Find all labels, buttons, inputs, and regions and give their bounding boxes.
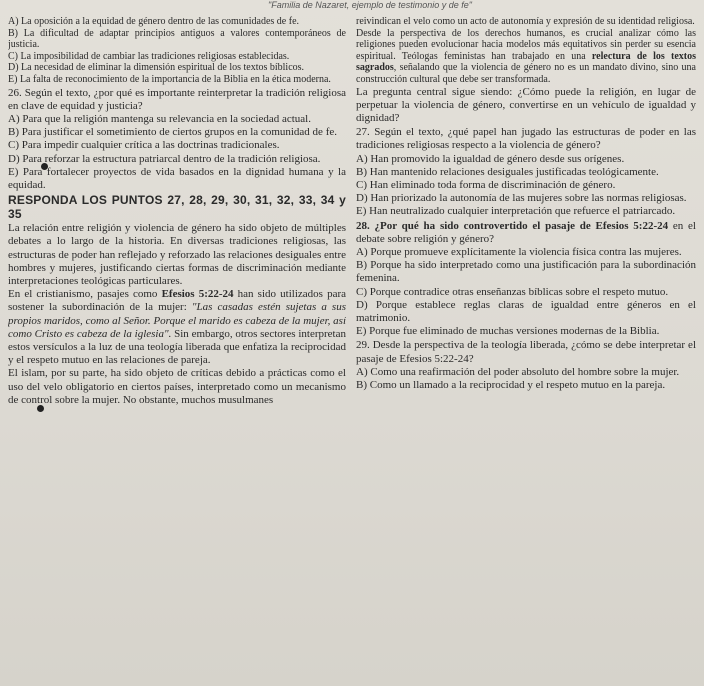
- question-28: 28. ¿Por qué ha sido controvertido el pasaje de Efesios 5:22-24 en el debate sobre religión y género?: [356, 219, 696, 245]
- bible-reference: Efesios 5:22-24: [161, 288, 234, 301]
- section-instruction: RESPONDA LOS PUNTOS 27, 28, 29, 30, 31, 32, 33, 34 y 35: [8, 193, 346, 222]
- q29-option-a: A) Como una reafirmación del poder absoluto del hombre sobre la mujer.: [356, 365, 680, 378]
- q26-option-e: E) Para fortalecer proyectos de vida basados en la dignidad humana y la equidad.: [8, 165, 346, 191]
- q27-option-e: E) Han neutralizado cualquier interpretación que refuerce el patriarcado.: [356, 205, 676, 218]
- question-26: 26. Según el texto, ¿por qué es importante reinterpretar la tradición religiosa en clave de equidad y justicia?: [8, 86, 346, 112]
- q25-option-e: E) La falta de reconocimiento de la importancia de la Biblia en la ética moderna.: [8, 73, 331, 85]
- question-29: 29. Desde la perspectiva de la teología liberada, ¿cómo se debe interpretar el pasaje de Efesios 5:22-24?: [356, 339, 696, 365]
- q25-option-d: D) La necesidad de eliminar la dimensión espiritual de los textos bíblicos.: [8, 62, 305, 74]
- question-27: 27. Según el texto, ¿qué papel han jugado las estructuras de poder en las tradiciones religiosas respecto a la violencia de género?: [356, 126, 696, 152]
- q25-option-c: C) La imposibilidad de cambiar las tradiciones religiosas establecidas.: [8, 50, 290, 62]
- q27-option-c: C) Han eliminado toda forma de discriminación de género.: [356, 178, 616, 191]
- bible-reference: Efesios 5:22-24: [595, 219, 669, 232]
- q25-option-a: A) La oposición a la equidad de género dentro de las comunidades de fe.: [8, 16, 300, 27]
- reading-paragraph-5: La pregunta central sigue siendo: ¿Cómo puede la religión, en lugar de perpetuar la violencia de género, convertirse en un vehículo de igualdad y dignidad?: [356, 85, 696, 124]
- q28-option-b: B) Porque ha sido interpretado como una justificación para la subordinación femenina.: [356, 259, 696, 285]
- reading-paragraph-4: Desde la perspectiva de los derechos humanos, es crucial analizar cómo las religiones pueden evolucionar hacia modelos más equitativos sin perder su esencia espiritual. Teólogas feministas han trabajado en una relectura de los textos sagrados, señalando que la violencia de género no es un mandato divino, sino una construcción cultural que debe ser transformada.: [356, 27, 696, 85]
- emphasis-text: relectura de los textos sagrados: [356, 50, 696, 74]
- left-column: [8, 16, 346, 681]
- reading-paragraph-2: En el cristianismo, pasajes como Efesios 5:22-24 han sido utilizados para sostener la subordinación de la mujer: "Las casadas estén sujetas a sus propios maridos, como al Señor. Porque el marido es cabeza de la mujer, así como Cristo es cabeza de la iglesia". Sin embargo, otros sectores interpretan estos versículos a la luz de una teología liberada que enfatiza la reciprocidad y el respeto mutuo en las relaciones de pareja.: [8, 288, 346, 367]
- q27-option-a: A) Han promovido la igualdad de género desde sus orígenes.: [356, 152, 625, 165]
- q28-option-e: E) Porque fue eliminado de muchas versiones modernas de la Biblia.: [356, 325, 660, 338]
- reading-paragraph-continued: reivindican el velo como un acto de autonomía y expresión de su identidad religiosa.: [356, 16, 695, 27]
- reading-paragraph-3: El islam, por su parte, ha sido objeto de críticas debido a prácticas como el uso del velo obligatorio en ciertos países, interpretado como un mecanismo de control sobre la mujer. No obstante, muchos musulmanes: [8, 367, 346, 406]
- bible-quote: "Las casadas estén sujetas a sus propios maridos, como al Señor. Porque el marido es cabeza de la mujer, así como Cristo es cabeza de la iglesia".: [8, 301, 346, 340]
- right-column: [356, 16, 696, 681]
- q26-option-b: B) Para justificar el sometimiento de ciertos grupos en la comunidad de fe.: [8, 126, 337, 139]
- q28-option-a: A) Porque promueve explícitamente la violencia física contra las mujeres.: [356, 246, 682, 258]
- q27-option-d: D) Han priorizado la autonomía de las mujeres sobre las normas religiosas.: [356, 192, 687, 205]
- q28-option-c: C) Porque contradice otras enseñanzas bíblicas sobre el respeto mutuo.: [356, 285, 669, 298]
- q29-option-b: B) Como un llamado a la reciprocidad y el respeto mutuo en la pareja.: [356, 379, 666, 392]
- q26-option-a: A) Para que la religión mantenga su relevancia en la sociedad actual.: [8, 112, 311, 125]
- reading-paragraph-1: La relación entre religión y violencia de género ha sido objeto de múltiples debates a lo largo de la historia. En diversas tradiciones religiosas, las estructuras de poder han reflejado y reforzado las relaciones desiguales entre hombres y mujeres, justificando ciertas formas de discriminación mediante interpretaciones teológicas particulares.: [8, 222, 346, 287]
- q26-option-c: C) Para impedir cualquier crítica a las doctrinas tradicionales.: [8, 139, 280, 152]
- q25-option-b: B) La dificultad de adaptar principios antiguos a valores contemporáneos de justicia.: [8, 27, 346, 51]
- q28-option-d: D) Porque establece reglas claras de igualdad entre géneros en el matrimonio.: [356, 298, 696, 325]
- q27-option-b: B) Han mantenido relaciones desiguales justificadas teológicamente.: [356, 165, 659, 178]
- q26-option-d: D) Para reforzar la estructura patriarcal dentro de la tradición religiosa.: [8, 152, 321, 165]
- page-header: "Familia de Nazaret, ejemplo de testimonio y de fe": [268, 0, 472, 10]
